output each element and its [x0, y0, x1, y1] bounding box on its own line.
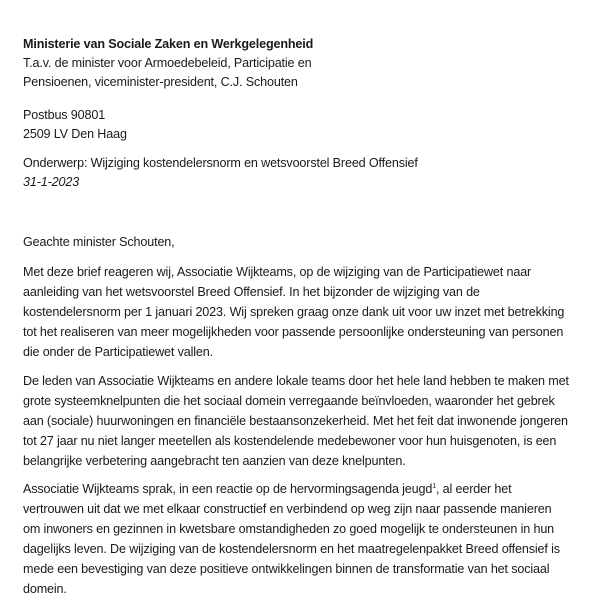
paragraph-2-line: belangrijke verbetering aangebracht ten aanzien van deze knelpunten.: [23, 454, 406, 468]
recipient-attn-line-2: Pensioenen, viceminister-president, C.J. Schouten: [23, 75, 298, 89]
paragraph-3-line: mede een bevestiging van deze positieve ontwikkelingen binnen de transformatie van het sociaal: [23, 562, 550, 576]
address-line-2: 2509 LV Den Haag: [23, 127, 127, 141]
salutation: Geachte minister Schouten,: [23, 235, 175, 249]
recipient-org: Ministerie van Sociale Zaken en Werkgelegenheid: [23, 37, 314, 51]
address-line-1: Postbus 90801: [23, 108, 106, 122]
paragraph-3: [23, 479, 583, 599]
paragraph-3-line-1-text: Associatie Wijkteams sprak, in een reactie op de hervormingsagenda jeugd: [23, 482, 433, 496]
paragraph-1-line: aanleiding van het wetsvoorstel Breed Offensief. In het bijzonder de wijziging van de: [23, 285, 480, 299]
paragraph-3-line-1: [23, 479, 583, 499]
paragraph-3-line: vertrouwen uit dat we met elkaar constructief en verbindend op weg zijn naar passende manieren: [23, 502, 552, 516]
footnote-marker[interactable]: 1: [432, 483, 436, 490]
paragraph-2-line: grote systeemknelpunten die het sociaal domein verregaande beïnvloeden, waaronder het gebrek: [23, 394, 555, 408]
recipient-attn-line-1: T.a.v. de minister voor Armoedebeleid, Participatie en: [23, 56, 312, 70]
paragraph-2-line: aan (sociale) huurwoningen en financiële bestaansonzekerheid. Met het feit dat inwonende jongeren: [23, 414, 568, 428]
paragraph-1-line: Met deze brief reageren wij, Associatie Wijkteams, op de wijziging van de Participatiewet naar: [23, 265, 532, 279]
paragraph-3-line: dagelijks leven. De wijziging van de kostendelersnorm en het maatregelenpakket Breed offensief is: [23, 542, 560, 556]
letter-date: 31-1-2023: [23, 175, 80, 189]
paragraph-1-line: tot het realiseren van meer mogelijkheden voor passende persoonlijke ondersteuning van personen: [23, 325, 564, 339]
paragraph-1: [23, 262, 583, 362]
paragraph-3-line: om inwoners en gezinnen in kwetsbare omstandigheden zo goed mogelijk te ondersteunen in hun: [23, 522, 555, 536]
subject-line: Onderwerp: Wijziging kostendelersnorm en wetsvoorstel Breed Offensief: [23, 156, 418, 170]
paragraph-3-line: domein.: [23, 582, 67, 596]
paragraph-3-line-1-tail: , al eerder het: [435, 482, 512, 496]
paragraph-1-line: kostendelersnorm per 1 januari 2023. Wij spreken graag onze dank uit voor uw inzet met betrekking: [23, 305, 565, 319]
paragraph-1-line: die onder de Participatiewet vallen.: [23, 345, 213, 359]
paragraph-2: [23, 371, 583, 471]
paragraph-2-line: De leden van Associatie Wijkteams en andere lokale teams door het hele land hebben te maken met: [23, 374, 569, 388]
paragraph-2-line: tot 27 jaar nu niet langer meetellen als kostendelende medebewoner voor hun huisgenoten, is een: [23, 434, 557, 448]
